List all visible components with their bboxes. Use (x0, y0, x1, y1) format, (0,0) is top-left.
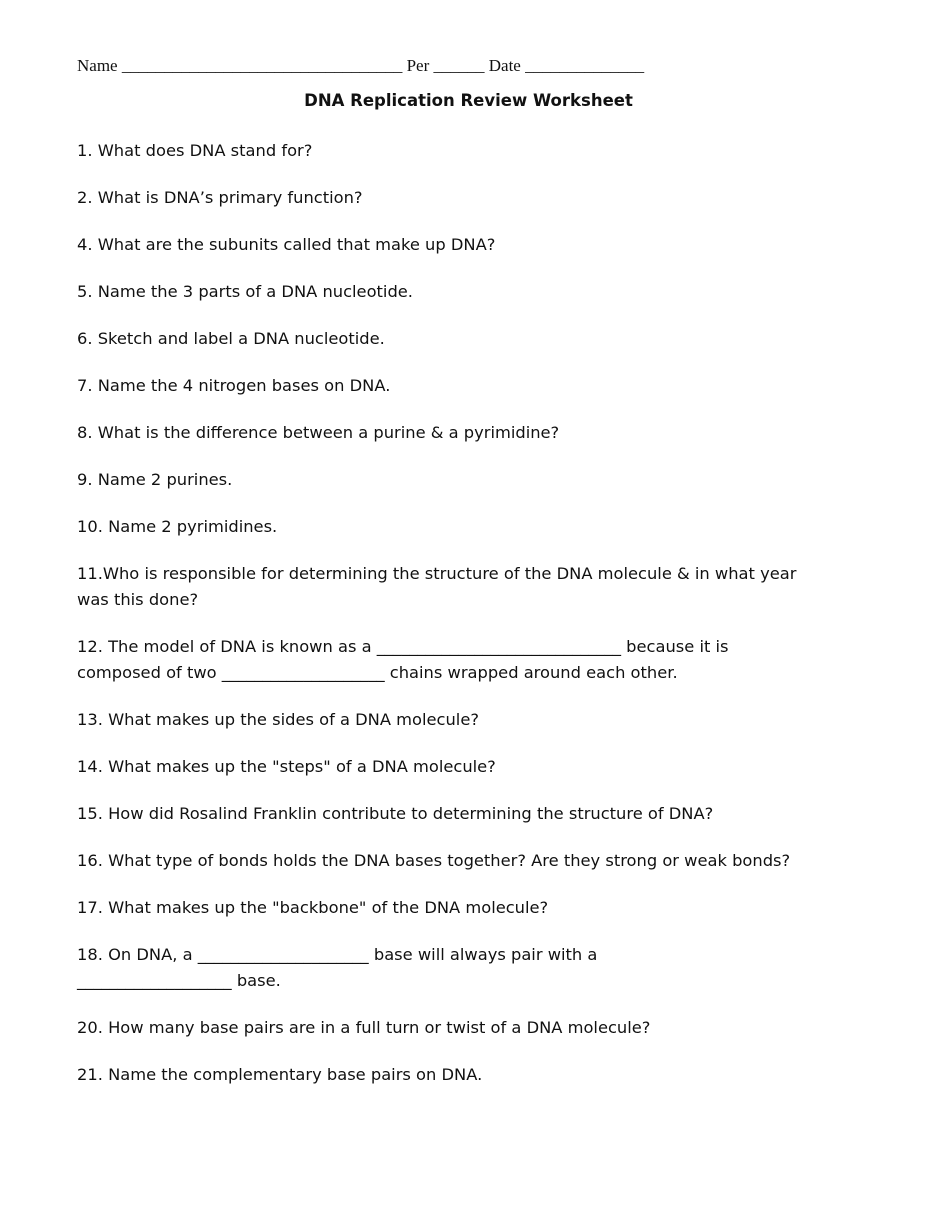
question-14: 14. What makes up the "steps" of a DNA molecule? (77, 757, 496, 776)
question-5: 5. Name the 3 parts of a DNA nucleotide. (77, 282, 413, 301)
question-1: 1. What does DNA stand for? (77, 141, 313, 160)
question-list (77, 138, 857, 1088)
question-2: 2. What is DNA’s primary function? (77, 188, 363, 207)
student-info-line (77, 55, 644, 77)
period-label: Per (406, 56, 430, 75)
worksheet-title: DNA Replication Review Worksheet (304, 91, 633, 110)
question-16: 16. What type of bonds holds the DNA bases together? Are they strong or weak bonds? (77, 851, 791, 870)
question-20: 20. How many base pairs are in a full turn or twist of a DNA molecule? (77, 1018, 651, 1037)
name-label: Name (77, 56, 118, 75)
question-11: 11.Who is responsible for determining the structure of the DNA molecule & in what year was this done? (77, 564, 797, 609)
question-8: 8. What is the difference between a purine & a pyrimidine? (77, 423, 560, 442)
question-21: 21. Name the complementary base pairs on DNA. (77, 1065, 483, 1084)
question-15: 15. How did Rosalind Franklin contribute to determining the structure of DNA? (77, 804, 714, 823)
date-label: Date (488, 56, 521, 75)
question-7: 7. Name the 4 nitrogen bases on DNA. (77, 376, 391, 395)
name-blank: _________________________________ (121, 56, 403, 75)
question-10: 10. Name 2 pyrimidines. (77, 517, 278, 536)
question-9: 9. Name 2 purines. (77, 470, 233, 489)
question-4: 4. What are the subunits called that make up DNA? (77, 235, 496, 254)
question-12: 12. The model of DNA is known as a ______________________________ because it is composed of two ____________________ chains wrapped around each other. (77, 637, 729, 682)
question-6: 6. Sketch and label a DNA nucleotide. (77, 329, 385, 348)
question-17: 17. What makes up the "backbone" of the DNA molecule? (77, 898, 549, 917)
period-blank: ______ (433, 56, 485, 75)
question-18: 18. On DNA, a _____________________ base will always pair with a ___________________ base. (77, 945, 598, 990)
date-blank: ______________ (525, 56, 645, 75)
question-13: 13. What makes up the sides of a DNA molecule? (77, 710, 479, 729)
